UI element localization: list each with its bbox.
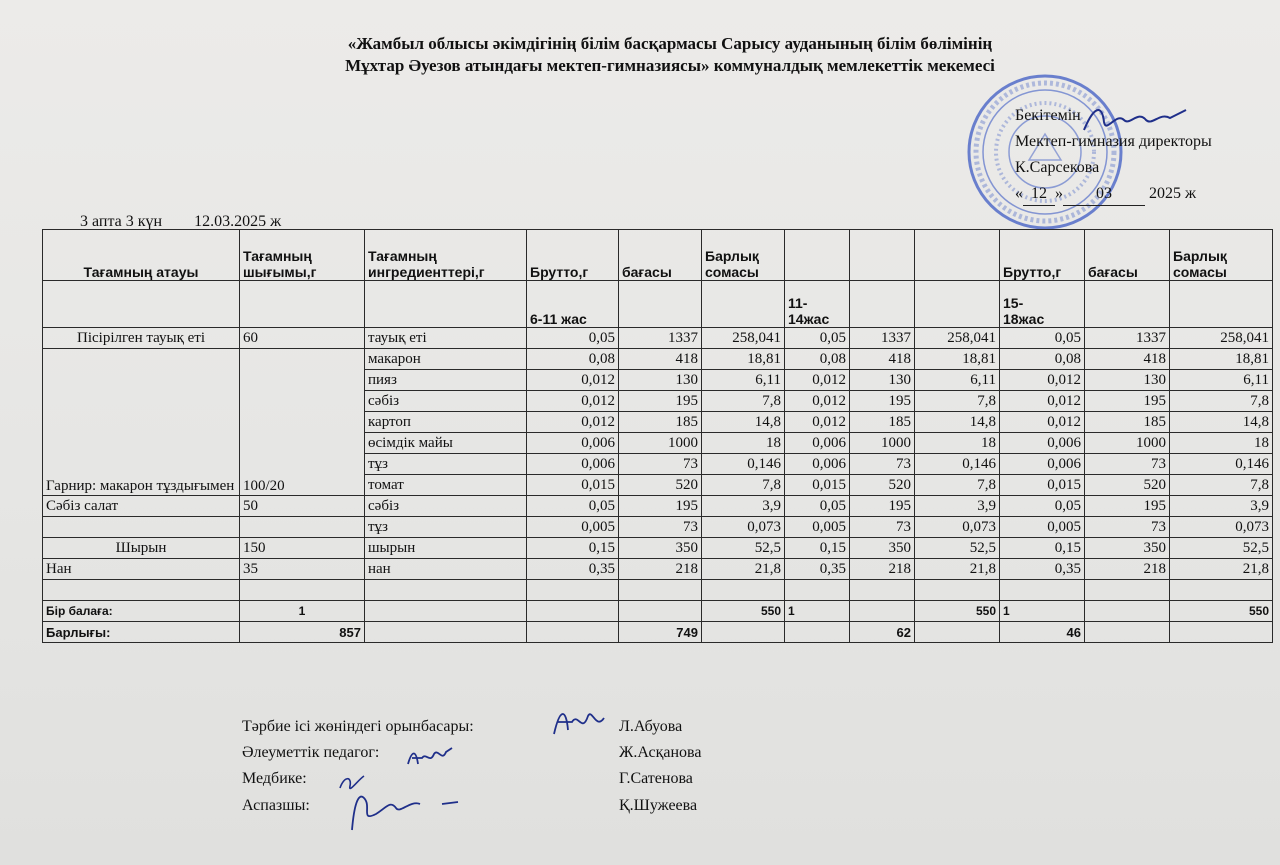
cell-brutto: 0,006 — [785, 433, 850, 454]
cell-price: 418 — [850, 349, 915, 370]
signature-role: Тәрбие ісі жөніндегі орынбасары: — [242, 718, 474, 735]
totals-15-18: 46 — [1000, 622, 1085, 643]
cell-price: 130 — [619, 370, 702, 391]
cell-brutto: 0,005 — [785, 517, 850, 538]
dish-yield: 35 — [240, 559, 365, 580]
cell-brutto: 0,012 — [527, 391, 619, 412]
header-empty — [785, 230, 850, 281]
dish-name: Нан — [43, 559, 240, 580]
signature-name: Г.Сатенова — [619, 770, 693, 787]
cell-brutto: 0,08 — [785, 349, 850, 370]
approval-position: Мектеп-гимназия директоры — [1015, 133, 1212, 150]
header-yield: Тағамның шығымы,г — [240, 230, 365, 281]
cell-amount: 7,8 — [702, 475, 785, 496]
ingredient-name: макарон — [365, 349, 527, 370]
cell-brutto: 0,015 — [785, 475, 850, 496]
totals-row — [43, 622, 1273, 643]
cell-price: 418 — [1085, 349, 1170, 370]
header-brutto: Брутто,г — [1000, 230, 1085, 281]
cell-brutto: 0,35 — [527, 559, 619, 580]
handwritten-signature-icon — [548, 704, 608, 740]
age-group-label: 6-11 жас — [527, 281, 619, 328]
cell-amount: 7,8 — [1170, 475, 1273, 496]
cell-amount: 6,11 — [1170, 370, 1273, 391]
table-row — [43, 349, 1273, 370]
cell-brutto: 0,35 — [1000, 559, 1085, 580]
cell-brutto: 0,015 — [527, 475, 619, 496]
table-header-row — [43, 230, 1273, 281]
cell-price: 218 — [850, 559, 915, 580]
cell-amount: 0,146 — [915, 454, 1000, 475]
cell-price: 130 — [850, 370, 915, 391]
ingredient-name: шырын — [365, 538, 527, 559]
cell-brutto: 0,15 — [785, 538, 850, 559]
cell-brutto: 0,006 — [785, 454, 850, 475]
cell-brutto: 0,15 — [1000, 538, 1085, 559]
organization-title-line1: «Жамбыл облысы әкімдігінің білім басқармасы Сарысу ауданының білім бөлімінің — [347, 34, 993, 53]
cell-price: 195 — [850, 391, 915, 412]
dish-name: Гарнир: макарон тұздығымен — [43, 349, 240, 496]
per-child-total-6-11: 550 — [702, 601, 785, 622]
cell-brutto: 0,012 — [785, 391, 850, 412]
per-child-count-11-14: 1 — [785, 601, 850, 622]
totals-11-14: 62 — [850, 622, 915, 643]
cell-brutto: 0,012 — [527, 370, 619, 391]
header-dish-name: Тағамның атауы — [43, 230, 240, 281]
cell-brutto: 0,05 — [785, 328, 850, 349]
cell-brutto: 0,35 — [785, 559, 850, 580]
cell-amount: 258,041 — [702, 328, 785, 349]
cell-amount: 3,9 — [1170, 496, 1273, 517]
cell-amount: 0,073 — [702, 517, 785, 538]
cell-amount: 21,8 — [702, 559, 785, 580]
handwritten-signature-icon — [404, 744, 456, 770]
per-child-label: Бір балаға: — [43, 601, 240, 622]
cell-amount: 14,8 — [915, 412, 1000, 433]
cell-price: 1000 — [1085, 433, 1170, 454]
dish-yield: 50 — [240, 496, 365, 517]
menu-table — [42, 229, 1273, 643]
cell-price: 520 — [850, 475, 915, 496]
totals-yield: 857 — [240, 622, 365, 643]
cell-amount: 3,9 — [915, 496, 1000, 517]
table-row — [43, 517, 1273, 538]
cell-amount: 21,8 — [1170, 559, 1273, 580]
per-child-total-15-18: 550 — [1170, 601, 1273, 622]
cell-brutto: 0,006 — [1000, 454, 1085, 475]
dish-name: Сәбіз салат — [43, 496, 240, 517]
cell-amount: 0,073 — [1170, 517, 1273, 538]
cell-amount: 258,041 — [1170, 328, 1273, 349]
cell-brutto: 0,006 — [1000, 433, 1085, 454]
cell-amount: 258,041 — [915, 328, 1000, 349]
cell-price: 1000 — [850, 433, 915, 454]
cell-amount: 7,8 — [915, 475, 1000, 496]
signature-name: Ж.Асқанова — [619, 744, 702, 761]
cell-amount: 52,5 — [915, 538, 1000, 559]
age-group-label: 11- 14жас — [785, 281, 850, 328]
table-row — [43, 559, 1273, 580]
totals-6-11: 749 — [619, 622, 702, 643]
handwritten-signature-icon — [330, 770, 470, 836]
signature-role: Медбике: — [242, 770, 307, 787]
signature-name: Л.Абуова — [619, 718, 683, 735]
ingredient-name: пияз — [365, 370, 527, 391]
age-group-label: 15- 18жас — [1000, 281, 1085, 328]
signature-role: Аспазшы: — [242, 797, 310, 814]
cell-price: 418 — [619, 349, 702, 370]
cell-brutto: 0,012 — [1000, 412, 1085, 433]
cell-brutto: 0,005 — [527, 517, 619, 538]
empty-row — [43, 580, 1273, 601]
signature-name: Қ.Шужеева — [619, 797, 698, 814]
dish-yield: 60 — [240, 328, 365, 349]
dish-name: Пісірілген тауық еті — [43, 328, 240, 349]
cell-amount: 7,8 — [1170, 391, 1273, 412]
cell-price: 73 — [619, 454, 702, 475]
week-day: 3 апта 3 күн — [80, 213, 163, 230]
cell-price: 350 — [619, 538, 702, 559]
cell-brutto: 0,005 — [1000, 517, 1085, 538]
cell-price: 520 — [619, 475, 702, 496]
table-row — [43, 538, 1273, 559]
per-child-total-11-14: 550 — [915, 601, 1000, 622]
age-group-row — [43, 281, 1273, 328]
cell-amount: 14,8 — [702, 412, 785, 433]
totals-label: Барлығы: — [43, 622, 240, 643]
cell-brutto: 0,012 — [785, 370, 850, 391]
header-empty — [850, 230, 915, 281]
ingredient-name: өсімдік майы — [365, 433, 527, 454]
header-total: Барлық сомасы — [1170, 230, 1273, 281]
cell-price: 73 — [619, 517, 702, 538]
header-total: Барлық сомасы — [702, 230, 785, 281]
cell-price: 1337 — [1085, 328, 1170, 349]
cell-amount: 52,5 — [1170, 538, 1273, 559]
per-child-yield: 1 — [240, 601, 365, 622]
cell-price: 218 — [1085, 559, 1170, 580]
approval-director-name: К.Сарсекова — [1015, 159, 1100, 176]
cell-brutto: 0,015 — [1000, 475, 1085, 496]
cell-amount: 18,81 — [915, 349, 1000, 370]
cell-amount: 7,8 — [915, 391, 1000, 412]
cell-brutto: 0,012 — [785, 412, 850, 433]
cell-price: 520 — [1085, 475, 1170, 496]
approval-date: « 12 » 03 2025 ж — [1015, 183, 1196, 206]
cell-amount: 18,81 — [702, 349, 785, 370]
header-price: бағасы — [1085, 230, 1170, 281]
dish-yield: 100/20 — [240, 349, 365, 496]
cell-amount: 0,146 — [1170, 454, 1273, 475]
cell-price: 73 — [850, 517, 915, 538]
cell-price: 195 — [850, 496, 915, 517]
cell-price: 350 — [850, 538, 915, 559]
cell-brutto: 0,006 — [527, 433, 619, 454]
cell-price: 73 — [850, 454, 915, 475]
cell-brutto: 0,012 — [1000, 391, 1085, 412]
cell-price: 350 — [1085, 538, 1170, 559]
cell-price: 195 — [619, 391, 702, 412]
ingredient-name: тауық еті — [365, 328, 527, 349]
ingredient-name: томат — [365, 475, 527, 496]
cell-brutto: 0,012 — [1000, 370, 1085, 391]
per-child-count-15-18: 1 — [1000, 601, 1085, 622]
cell-price: 1337 — [619, 328, 702, 349]
cell-brutto: 0,15 — [527, 538, 619, 559]
cell-brutto: 0,05 — [785, 496, 850, 517]
menu-date: 12.03.2025 ж — [194, 213, 282, 230]
cell-amount: 3,9 — [702, 496, 785, 517]
cell-amount: 14,8 — [1170, 412, 1273, 433]
cell-amount: 18 — [1170, 433, 1273, 454]
cell-price: 195 — [1085, 391, 1170, 412]
cell-price: 185 — [850, 412, 915, 433]
cell-brutto: 0,08 — [527, 349, 619, 370]
cell-brutto: 0,05 — [1000, 328, 1085, 349]
cell-price: 1000 — [619, 433, 702, 454]
cell-price: 185 — [1085, 412, 1170, 433]
cell-brutto: 0,05 — [1000, 496, 1085, 517]
cell-price: 1337 — [850, 328, 915, 349]
header-empty — [915, 230, 1000, 281]
cell-brutto: 0,006 — [527, 454, 619, 475]
cell-amount: 0,146 — [702, 454, 785, 475]
cell-amount: 7,8 — [702, 391, 785, 412]
header-ingredients: Тағамның ингредиенттері,г — [365, 230, 527, 281]
dish-name: Шырын — [43, 538, 240, 559]
organization-title-line2: Мұхтар Әуезов атындағы мектеп-гимназиясы» коммуналдық мемлекеттік мекемесі — [345, 56, 995, 75]
table-row — [43, 328, 1273, 349]
cell-amount: 18 — [915, 433, 1000, 454]
ingredient-name: сәбіз — [365, 391, 527, 412]
cell-price: 185 — [619, 412, 702, 433]
header-brutto: Брутто,г — [527, 230, 619, 281]
cell-brutto: 0,05 — [527, 328, 619, 349]
cell-amount: 18,81 — [1170, 349, 1273, 370]
ingredient-name: сәбіз — [365, 496, 527, 517]
header-price: бағасы — [619, 230, 702, 281]
cell-amount: 6,11 — [702, 370, 785, 391]
cell-price: 195 — [1085, 496, 1170, 517]
cell-brutto: 0,05 — [527, 496, 619, 517]
ingredient-name: картоп — [365, 412, 527, 433]
per-child-row — [43, 601, 1273, 622]
cell-price: 73 — [1085, 454, 1170, 475]
cell-price: 130 — [1085, 370, 1170, 391]
cell-amount: 18 — [702, 433, 785, 454]
ingredient-name: тұз — [365, 454, 527, 475]
cell-amount: 21,8 — [915, 559, 1000, 580]
table-row — [43, 496, 1273, 517]
cell-price: 73 — [1085, 517, 1170, 538]
dish-yield: 150 — [240, 538, 365, 559]
cell-brutto: 0,08 — [1000, 349, 1085, 370]
ingredient-name: тұз — [365, 517, 527, 538]
cell-amount: 6,11 — [915, 370, 1000, 391]
cell-price: 195 — [619, 496, 702, 517]
ingredient-name: нан — [365, 559, 527, 580]
cell-brutto: 0,012 — [527, 412, 619, 433]
signature-role: Әлеуметтік педагог: — [242, 744, 380, 761]
approval-label: Бекітемін — [1015, 107, 1081, 124]
cell-amount: 0,073 — [915, 517, 1000, 538]
cell-amount: 52,5 — [702, 538, 785, 559]
cell-price: 218 — [619, 559, 702, 580]
